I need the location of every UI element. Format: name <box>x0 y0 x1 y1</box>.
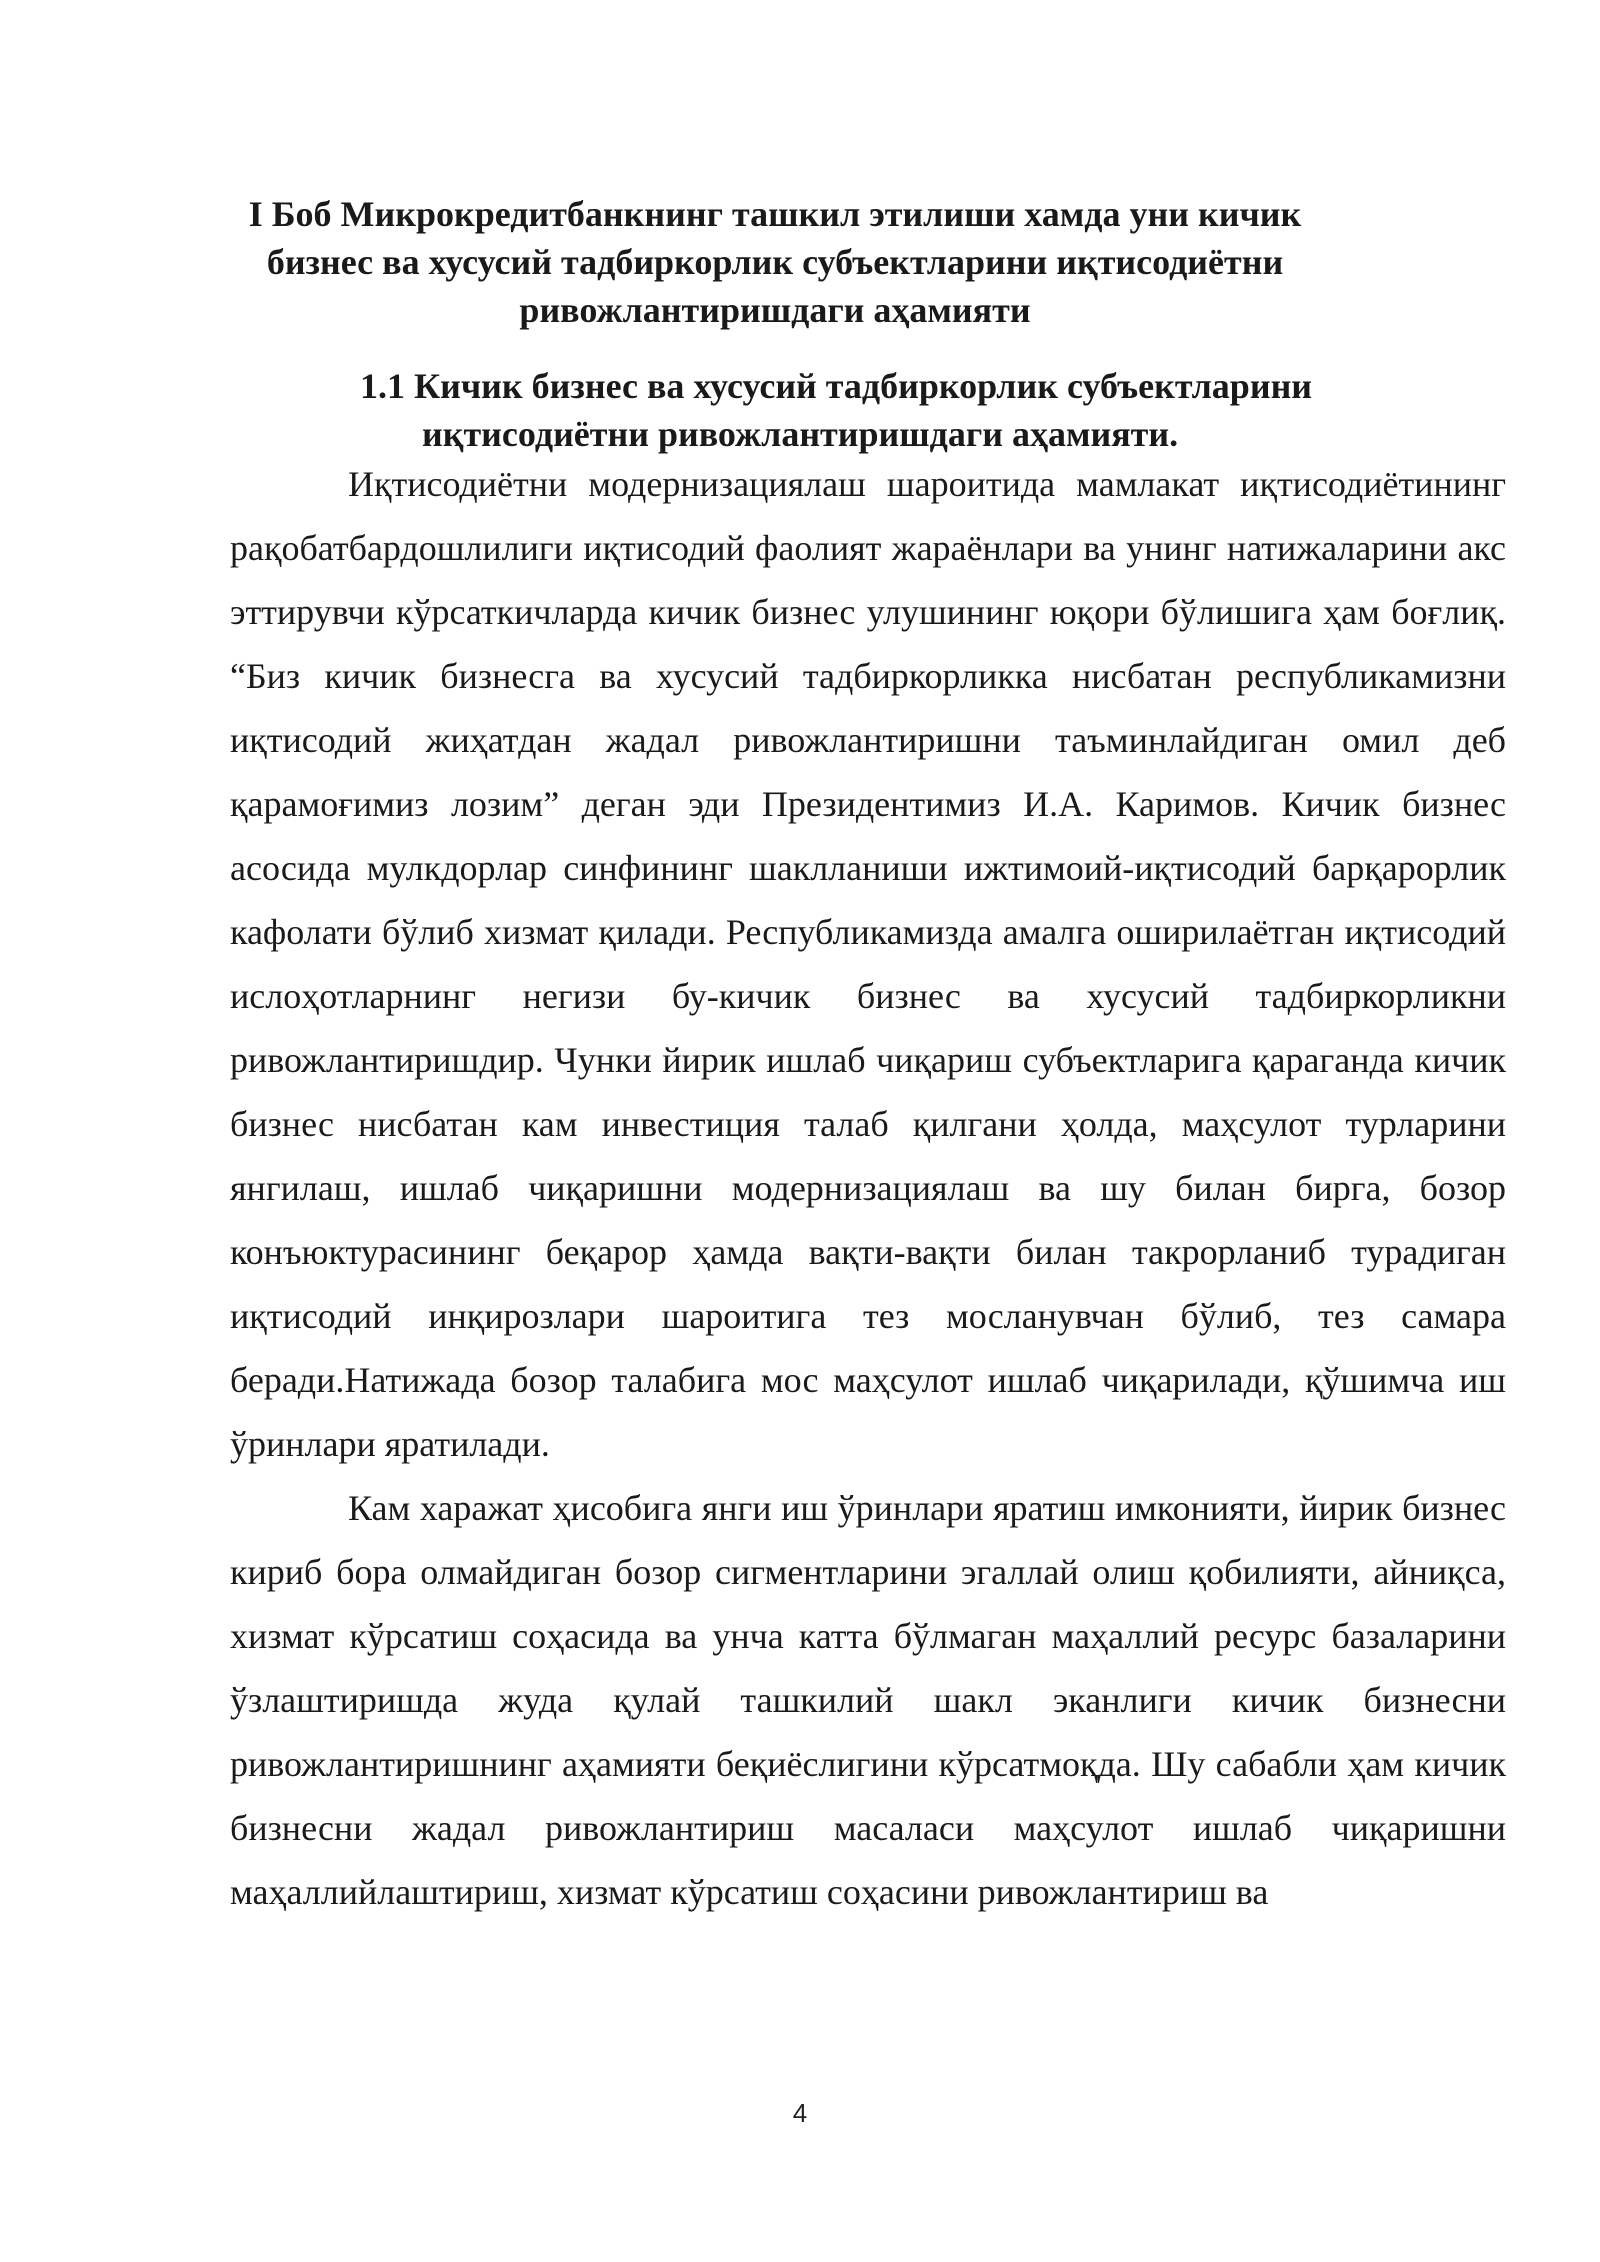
section-title <box>360 362 1420 458</box>
paragraph: Иқтисодиётни модернизациялаш шароитида мамлакат иқтисодиётининг рақобатбардошлилиги иқтисодий фаолият жараёнлари ва унинг натижаларини акс эттирувчи кўрсаткичларда кичик бизнес улушининг юқори бўлишига ҳам боғлиқ. “Биз кичик бизнесга ва хусусий тадбиркорликка нисбатан республикамизни иқтисодий жиҳатдан жадал ривожлантиришни таъминлайдиган омил деб қарамоғимиз лозим” деган эди Президентимиз И.А. Каримов. Кичик бизнес асосида мулкдорлар синфининг шаклланиши ижтимоий-иқтисодий барқарорлик кафолати бўлиб хизмат қилади. Республикамизда амалга оширилаётган иқтисодий ислоҳотларнинг негизи бу-кичик бизнес ва хусусий тадбиркорликни ривожлантиришдир. Чунки йирик ишлаб чиқариш субъектларига қараганда кичик бизнес нисбатан кам инвестиция талаб қилгани ҳолда, маҳсулот турларини янгилаш, ишлаб чиқаришни модернизациялаш ва шу билан бирга, бозор конъюктурасининг беқарор ҳамда вақти-вақти билан такрорланиб турадиган иқтисодий инқирозлари шароитига тез мосланувчан бўлиб, тез самара беради.Натижада бозор талабига мос маҳсулот ишлаб чиқарилади, қўшимча иш ўринлари яратилади. <box>230 464 1506 1464</box>
paragraph: Кам харажат ҳисобига янги иш ўринлари яратиш имконияти, йирик бизнес кириб бора олмайдиган бозор сигментларини эгаллай олиш қобилияти, айниқса, хизмат кўрсатиш соҳасида ва унча катта бўлмаган маҳаллий ресурс базаларини ўзлаштиришда жуда қулай ташкилий шакл эканлиги кичик бизнесни ривожлантиришнинг аҳамияти беқиёслигини кўрсатмоқда. Шу сабабли ҳам кичик бизнесни жадал ривожлантириш масаласи маҳсулот ишлаб чиқаришни маҳаллийлаштириш, хизмат кўрсатиш соҳасини ривожлантириш ва <box>230 1488 1506 1912</box>
body-text <box>230 452 1506 1924</box>
chapter-title: I Боб Микрокредитбанкнинг ташкил этилиши хамда уни кичик бизнес ва хусусий тадбиркорлик субъектларини иқтисодиётни ривожлантиришдаги аҳамияти <box>248 194 1302 330</box>
section-title-line1: 1.1 Кичик бизнес ва хусусий тадбиркорлик субъектларини <box>360 366 1313 406</box>
page-number: 4 <box>792 2098 808 2128</box>
section-title-line2: иқтисодиётни ривожлантиришдаги аҳамияти. <box>422 414 1179 454</box>
